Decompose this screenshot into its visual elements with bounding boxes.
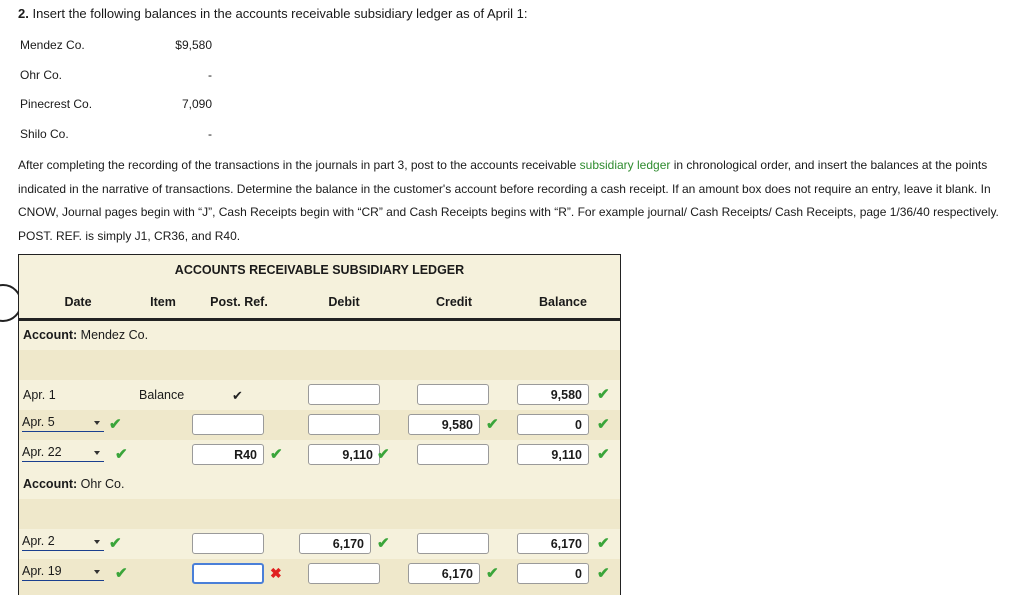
instructions-paragraph [18,154,1024,249]
opening-balance-amount: 7,090 [181,97,212,111]
instruction-text: Insert the following balances in the accounts receivable subsidiary ledger as of April 1: [32,6,528,21]
check-icon: ✔ [597,565,610,582]
cross-icon: ✖ [270,565,282,581]
check-icon: ✔ [115,565,128,582]
balance-input[interactable]: 6,170 [517,533,589,554]
subsidiary-ledger-link[interactable]: subsidiary ledger [579,158,671,172]
check-icon: ✔ [270,446,283,463]
header-date: Date [64,295,92,309]
paragraph-text-2: in chronological order, and insert the balances at the points indicated in the narrative of transactions. Determine the balance in the customer's account before recording a cash receipt. If an amount box does not require an entry, leave it blank. In CNOW, Journal pages begin with “J”, Cash Receipts begin with “CR” and Cash Receipts begins with “R”. For example journal/ Cash Receipts/ Cash Receipts, page 1/36/40 respectively. POST. REF. is simply J1, CR36, and R40. [18,158,999,244]
header-balance: Balance [539,295,587,309]
date-select-value: Apr. 2 [22,534,55,548]
debit-input[interactable]: 9,110 [308,444,380,465]
instruction [18,6,527,21]
debit-input[interactable] [308,563,380,584]
table-row [19,529,620,559]
table-row [19,380,620,410]
opening-balance-amount: - [208,68,212,82]
check-icon: ✔ [377,535,390,552]
check-icon: ✔ [597,446,610,463]
date-select[interactable] [22,445,104,462]
check-icon: ✔ [597,416,610,433]
header-item: Item [150,295,176,309]
account-label-ohr [23,477,124,491]
check-icon: ✔ [109,416,122,433]
balance-input[interactable]: 9,110 [517,444,589,465]
account-name: Ohr Co. [80,477,125,491]
credit-input[interactable] [417,444,489,465]
account-header-row [19,470,620,499]
account-label: Account: [23,477,78,491]
dropdown-arrow-icon [94,570,100,574]
opening-balance-name: Shilo Co. [20,127,69,141]
account-label: Account: [23,328,78,342]
header-debit: Debit [328,295,360,309]
header-post-ref: Post. Ref. [210,295,268,309]
date-select-value: Apr. 19 [22,564,62,578]
row-item: Balance [139,388,185,402]
account-header-row [19,321,620,350]
check-icon: ✔ [486,565,499,582]
credit-input[interactable] [417,533,489,554]
debit-input[interactable] [308,384,380,405]
post-ref-input[interactable] [192,563,264,584]
row-date: Apr. 1 [23,388,56,402]
date-select-value: Apr. 22 [22,445,62,459]
dropdown-arrow-icon [94,451,100,455]
post-ref-input[interactable] [192,533,264,554]
credit-input[interactable] [417,384,489,405]
instruction-number: 2. [18,6,29,21]
account-name: Mendez Co. [80,328,149,342]
check-icon: ✔ [486,416,499,433]
opening-balance-name: Mendez Co. [20,38,85,52]
spacer-row [19,350,620,380]
table-row [19,440,620,470]
opening-balance-amount: - [208,127,212,141]
credit-input[interactable]: 9,580 [408,414,480,435]
balance-input[interactable]: 0 [517,414,589,435]
check-icon: ✔ [109,535,122,552]
date-select[interactable] [22,534,104,551]
opening-balance-name: Pinecrest Co. [20,97,93,111]
date-select[interactable] [22,564,104,581]
paragraph-text-1: After completing the recording of the transactions in the journals in part 3, post to the accounts receivable [18,158,580,172]
table-row [19,410,620,440]
debit-input[interactable] [308,414,380,435]
date-select-value: Apr. 5 [22,415,55,429]
ledger-title: ACCOUNTS RECEIVABLE SUBSIDIARY LEDGER [174,263,465,277]
check-icon: ✔ [597,386,610,403]
balance-input[interactable]: 9,580 [517,384,589,405]
dropdown-arrow-icon [94,421,100,425]
table-row [19,559,620,595]
header-credit: Credit [435,295,473,309]
post-ref-input[interactable]: R40 [192,444,264,465]
check-icon: ✔ [115,446,128,463]
spacer-row [19,499,620,529]
opening-balance-amount: $9,580 [175,38,212,52]
dropdown-arrow-icon [94,540,100,544]
date-select[interactable] [22,415,104,432]
debit-input[interactable]: 6,170 [299,533,371,554]
ledger-table [18,254,621,595]
check-icon: ✔ [597,535,610,552]
post-ref-tick-icon: ✔ [232,388,243,403]
balance-input[interactable]: 0 [517,563,589,584]
credit-input[interactable]: 6,170 [408,563,480,584]
account-label-mendez [23,328,148,342]
post-ref-input[interactable] [192,414,264,435]
opening-balance-name: Ohr Co. [20,68,63,82]
check-icon: ✔ [377,446,390,463]
